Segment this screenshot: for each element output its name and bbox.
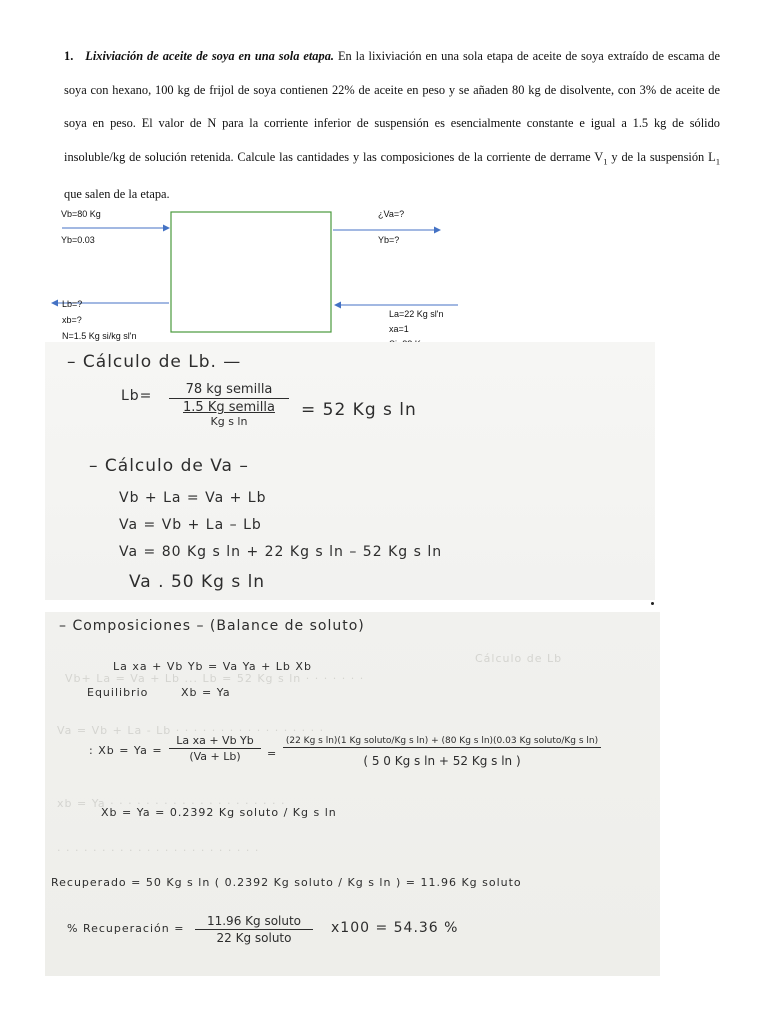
pct-result: x100 = 54.36 % xyxy=(331,920,459,936)
label-xa: xa=1 xyxy=(389,324,409,334)
pct-numerator: 11.96 Kg soluto xyxy=(206,914,302,928)
problem-statement xyxy=(64,40,720,212)
xb-numerator: La xa + Vb Yb xyxy=(176,734,254,747)
pct-denominator: 22 Kg soluto xyxy=(216,931,292,945)
lb-denominator-top: 1.5 Kg semilla xyxy=(183,400,275,415)
xb-result: Xb = Ya = 0.2392 Kg soluto / Kg s ln xyxy=(101,806,337,819)
xb-lhs: : Xb = Ya = xyxy=(89,744,163,757)
label-vb: Vb=80 Kg xyxy=(61,209,101,219)
equilibrio-relation: Xb = Ya xyxy=(181,686,231,699)
stage-box xyxy=(171,212,331,332)
xb-eq-sign: = xyxy=(267,747,278,760)
heading-lb: – Cálculo de Lb. — xyxy=(67,352,242,372)
problem-title: Lixiviación de aceite de soya en una sola etapa. xyxy=(85,49,334,63)
va-eq2: Va = Vb + La – Lb xyxy=(119,517,262,533)
heading-composiciones: – Composiciones – (Balance de soluto) xyxy=(59,618,365,634)
handwritten-scan-composiciones: Vb+ La = Va + Lb ... Lb = 52 Kg s ln · · · · · · · Va = Vb + La - Lb · · · · · · · · · · · · · · · · · xb = Ya · · · · · · · · · · · · · · · · · · · · · · · · · · · · · · · · · · · · · · · · · · · Cálculo de Lb – Composiciones – (Balance de soluto) La xa + Vb Yb = Va Ya + Lb Xb Equilibrio Xb = Ya : Xb = Ya = La xa + Vb Yb (Va + Lb) = (22 Kg s ln)(1 Kg soluto/Kg s ln) + (80 Kg s ln)(0.03 Kg soluto/Kg s ln) ( 5 0 Kg s ln + 52 Kg s ln ) Xb = Ya = 0.2392 Kg soluto / Kg s ln Recuperado = 50 Kg s ln ( 0.2392 Kg soluto / Kg s ln ) = 11.96 Kg soluto % Recuperación = 11.96 Kg soluto 22 Kg soluto x100 = 54.36 % xyxy=(45,612,660,976)
label-yb: Yb=0.03 xyxy=(61,235,95,245)
label-lb: Lb=? xyxy=(62,299,83,309)
handwritten-scan-lb-va xyxy=(45,342,655,600)
diagram-graphics xyxy=(0,200,768,350)
lb-result: = 52 Kg s ln xyxy=(301,400,417,420)
lb-numerator: 78 kg semilla xyxy=(185,382,273,397)
recuperado-line: Recuperado = 50 Kg s ln ( 0.2392 Kg soluto / Kg s ln ) = 11.96 Kg soluto xyxy=(51,876,522,889)
lb-denominator-bottom: Kg s ln xyxy=(210,415,248,428)
xb-denominator: (Va + Lb) xyxy=(189,750,241,763)
label-la: La=22 Kg sl'n xyxy=(389,309,444,319)
label-n: N=1.5 Kg si/kg sl'n xyxy=(62,331,137,341)
va-eq4: Va . 50 Kg s ln xyxy=(129,572,266,592)
process-diagram xyxy=(0,200,768,350)
lb-fraction xyxy=(169,382,289,428)
scan-speck xyxy=(651,602,654,605)
xb-rhs-numerator: (22 Kg s ln)(1 Kg soluto/Kg s ln) + (80 Kg s ln)(0.03 Kg soluto/Kg s ln) xyxy=(285,736,599,746)
xb-fraction xyxy=(169,734,261,763)
va-eq3: Va = 80 Kg s ln + 22 Kg s ln – 52 Kg s ln xyxy=(119,544,443,560)
pct-label: % Recuperación = xyxy=(67,922,185,935)
xb-rhs-fraction xyxy=(283,736,601,768)
xb-rhs-denominator: ( 5 0 Kg s ln + 52 Kg s ln ) xyxy=(363,754,521,768)
label-xb: xb=? xyxy=(62,315,82,325)
equilibrio-label: Equilibrio xyxy=(87,686,149,699)
pct-fraction xyxy=(195,914,313,945)
label-ya: Yb=? xyxy=(378,235,400,245)
problem-text: En la lixiviación en una sola etapa de aceite de soya extraído de escama de soya con hexano, 100 kg de frijol de soya contienen 22% de aceite en peso y se añaden 80 kg de disolvente, con 3% de aceite de soya en peso. El valor de N para la corriente inferior de suspensión es esencialmente constante e igual a 1.5 kg de sólido insoluble/kg de solución retenida. Calcule las cantidades y las composiciones de la corriente de derrame $V_1$ y de la suspensión $L_1$ que salen de la etapa. xyxy=(64,49,721,202)
problem-number: 1. xyxy=(64,49,74,63)
heading-va: – Cálculo de Va – xyxy=(89,456,249,476)
label-va: ¿Va=? xyxy=(378,209,405,219)
balance-equation: La xa + Vb Yb = Va Ya + Lb Xb xyxy=(113,660,312,673)
va-eq1: Vb + La = Va + Lb xyxy=(119,490,267,506)
lb-lhs: Lb= xyxy=(121,388,153,404)
